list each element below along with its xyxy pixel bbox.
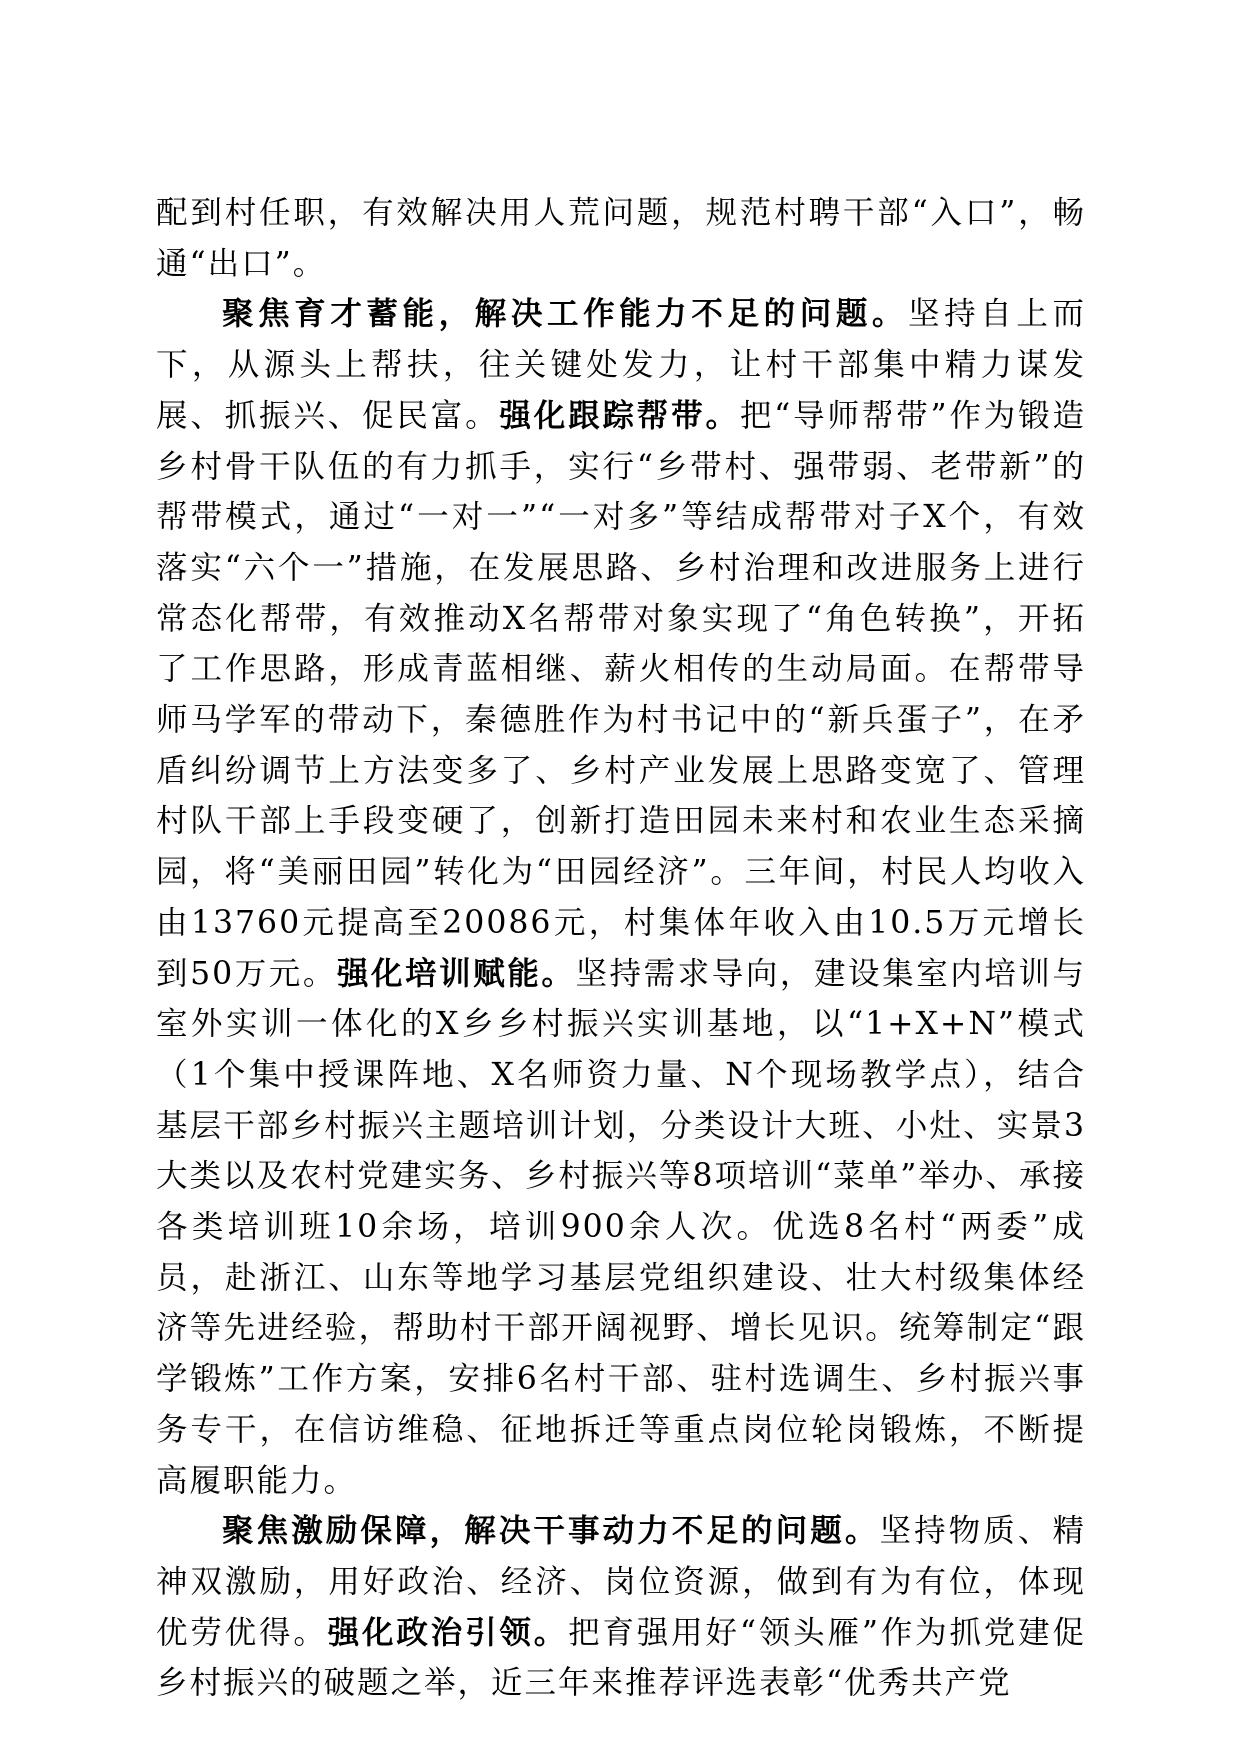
body-text: 坚持物质、精神双激励，用好政治、经济、岗位资源，做到有为有位，体现优劳优得。: [156, 1513, 1086, 1651]
body-text: 把育强用好“领头雁”作为抓党建促乡村振兴的破题之举，近三年来推荐评选表彰“优秀共产党: [156, 1614, 1086, 1702]
body-text: 配到村任职，有效解决用人荒问题，规范村聘干部“入口”，畅通“出口”。: [156, 195, 1086, 282]
document-page: [156, 188, 1086, 1709]
section-heading: 聚焦激励保障，解决干事动力不足的问题。: [222, 1512, 880, 1550]
body-text: 坚持自上而下，从源头上帮扶，往关键处发力，让村干部集中精力谋发展、抓振兴、促民富。: [156, 296, 1086, 434]
body-text: 坚持需求导向，建设集室内培训与室外实训一体化的X乡乡村振兴实训基地，以“1+X+N”模式（1个集中授课阵地、X名师资力量、N个现场教学点），结合基层干部乡村振兴主题培训计划，分类设计大班、小灶、实景3大类以及农村党建实务、乡村振兴等8项培训“菜单”举办、承接各类培训班10余场，培训900余人次。优选8名村“两委”成员，赴浙江、山东等地学习基层党组织建设、壮大村级集体经济等先进经验，帮助村干部开阔视野、增长见识。统筹制定“跟学锻炼”工作方案，安排6名村干部、驻村选调生、乡村振兴事务专干，在信访维稳、征地拆迁等重点岗位轮岗锻炼，不断提高履职能力。: [156, 955, 1086, 1499]
section-heading: 聚焦育才蓄能，解决工作能力不足的问题。: [222, 295, 909, 333]
body-text: 把“导师帮带”作为锻造乡村骨干队伍的有力抓手，实行“乡带村、强带弱、老带新”的帮带模式，通过“一对一”“一对多”等结成帮带对子X个，有效落实“六个一”措施，在发展思路、乡村治理和改进服务上进行常态化帮带，有效推动X名帮带对象实现了“角色转换”，开拓了工作思路，形成青蓝相继、薪火相传的生动局面。在帮带导师马学军的带动下，秦德胜作为村书记中的“新兵蛋子”，在矛盾纠纷调节上方法变多了、乡村产业发展上思路变宽了、管理村队干部上手段变硬了，创新打造田园未来村和农业生态采摘园，将“美丽田园”转化为“田园经济”。三年间，村民人均收入由13760元提高至20086元，村集体年收入由10.5万元增长到50万元。: [156, 397, 1086, 992]
paragraph-incentive: [156, 1506, 1086, 1709]
subsection-heading: 强化跟踪帮带。: [499, 396, 740, 434]
subsection-heading: 强化培训赋能。: [336, 954, 576, 992]
paragraph-talent-cultivation: [156, 289, 1086, 1506]
paragraph-continuation: [156, 188, 1086, 289]
subsection-heading: 强化政治引领。: [327, 1613, 569, 1651]
